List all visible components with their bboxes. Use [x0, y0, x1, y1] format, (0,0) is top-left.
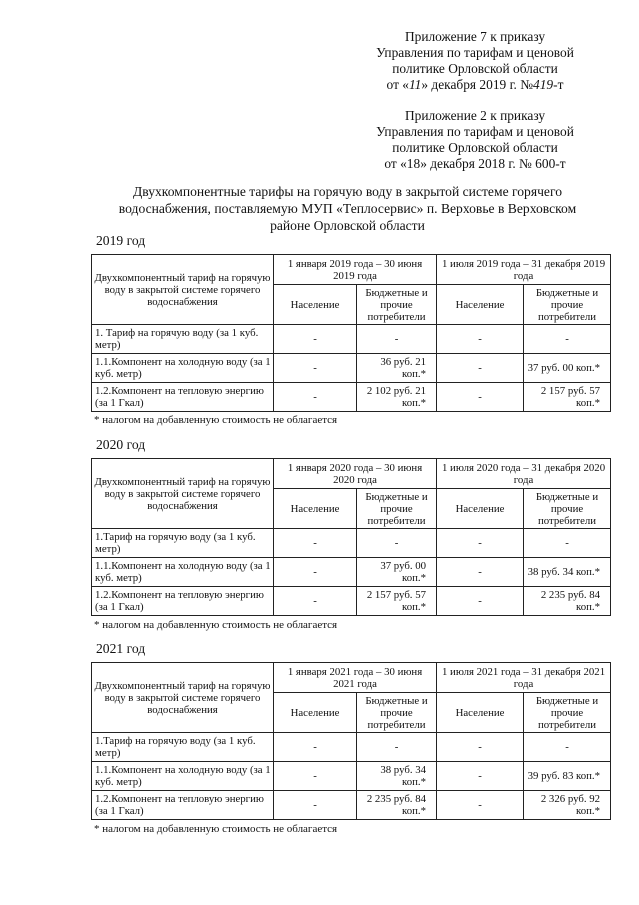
table-row: [92, 529, 611, 558]
appendix-original-line2: Управления по тарифам и ценовой: [376, 124, 574, 139]
cell-p2-population: -: [437, 325, 524, 354]
cell-p1-population: -: [274, 587, 357, 616]
cell-p2-population: -: [437, 558, 524, 587]
appendix-original-line1: Приложение 2 к приказу: [404, 108, 546, 123]
row-label: 1.Тариф на горячую воду (за 1 куб. метр): [92, 733, 274, 762]
tariff-table: [91, 662, 611, 820]
col-population: Население: [437, 489, 524, 529]
header-label: Двухкомпонентный тариф на горячую воду в закрытой системе горячего водоснабжения: [92, 663, 274, 733]
appendix-current-line4: от «11» декабря 2019 г. №419-т: [386, 77, 564, 92]
cell-p1-population: -: [274, 354, 357, 383]
row-label: 1.2.Компонент на тепловую энергию (за 1 Гкал): [92, 383, 274, 412]
cell-p1-budget: 2 235 руб. 84 коп.*: [357, 791, 437, 820]
cell-p2-population: -: [437, 383, 524, 412]
handwritten-number: 419: [533, 77, 554, 92]
document-title: [80, 183, 615, 234]
col-population: Население: [274, 489, 357, 529]
vat-footnote: * налогом на добавленную стоимость не облагается: [94, 823, 338, 835]
cell-p2-budget: 39 руб. 83 коп.*: [524, 762, 611, 791]
col-population: Население: [437, 285, 524, 325]
appendix-current: [355, 29, 595, 93]
cell-p1-budget: 38 руб. 34 коп.*: [357, 762, 437, 791]
col-budget: Бюджетные и прочие потребители: [524, 285, 611, 325]
cell-p1-population: -: [274, 791, 357, 820]
period-2-header: 1 июля 2021 года – 31 декабря 2021 года: [437, 663, 611, 693]
row-label: 1.1.Компонент на холодную воду (за 1 куб. метр): [92, 354, 274, 383]
cell-p1-budget: 2 157 руб. 57 коп.*: [357, 587, 437, 616]
appendix-original-line3: политике Орловской области: [392, 140, 558, 155]
row-label: 1.1.Компонент на холодную воду (за 1 куб. метр): [92, 762, 274, 791]
cell-p1-budget: -: [357, 529, 437, 558]
title-line3: районе Орловской области: [270, 218, 425, 233]
col-budget: Бюджетные и прочие потребители: [357, 489, 437, 529]
period-1-header: 1 января 2021 года – 30 июня 2021 года: [274, 663, 437, 693]
col-population: Население: [437, 693, 524, 733]
cell-p2-population: -: [437, 354, 524, 383]
cell-p2-budget: 2 157 руб. 57 коп.*: [524, 383, 611, 412]
cell-p2-population: -: [437, 529, 524, 558]
cell-p1-population: -: [274, 325, 357, 354]
table-row: [92, 587, 611, 616]
handwritten-day: 11: [408, 77, 422, 92]
row-label: 1.2.Компонент на тепловую энергию (за 1 Гкал): [92, 791, 274, 820]
cell-p2-budget: 38 руб. 34 коп.*: [524, 558, 611, 587]
cell-p1-budget: 37 руб. 00 коп.*: [357, 558, 437, 587]
table-row: [92, 354, 611, 383]
cell-p2-budget: -: [524, 325, 611, 354]
cell-p1-budget: -: [357, 325, 437, 354]
tariff-table: [91, 458, 611, 616]
col-budget: Бюджетные и прочие потребители: [357, 693, 437, 733]
title-line1: Двухкомпонентные тарифы на горячую воду в закрытой системе горячего: [132, 184, 562, 199]
col-population: Население: [274, 285, 357, 325]
cell-p2-budget: 2 235 руб. 84 коп.*: [524, 587, 611, 616]
year-heading: 2019 год: [96, 233, 146, 248]
table-row: [92, 558, 611, 587]
cell-p1-budget: -: [357, 733, 437, 762]
tariff-table: [91, 254, 611, 412]
year-heading: 2020 год: [96, 437, 146, 452]
header-label: Двухкомпонентный тариф на горячую воду в закрытой системе горячего водоснабжения: [92, 255, 274, 325]
col-budget: Бюджетные и прочие потребители: [524, 693, 611, 733]
row-label: 1.Тариф на горячую воду (за 1 куб. метр): [92, 529, 274, 558]
col-population: Население: [274, 693, 357, 733]
col-budget: Бюджетные и прочие потребители: [524, 489, 611, 529]
appendix-current-line1: Приложение 7 к приказу: [404, 29, 546, 44]
vat-footnote: * налогом на добавленную стоимость не облагается: [94, 619, 338, 631]
cell-p2-budget: -: [524, 529, 611, 558]
cell-p2-budget: 2 326 руб. 92 коп.*: [524, 791, 611, 820]
col-budget: Бюджетные и прочие потребители: [357, 285, 437, 325]
period-1-header: 1 января 2020 года – 30 июня 2020 года: [274, 459, 437, 489]
table-row: [92, 383, 611, 412]
cell-p2-budget: -: [524, 733, 611, 762]
cell-p1-budget: 2 102 руб. 21 коп.*: [357, 383, 437, 412]
table-row: [92, 762, 611, 791]
cell-p1-population: -: [274, 558, 357, 587]
row-label: 1.2.Компонент на тепловую энергию (за 1 Гкал): [92, 587, 274, 616]
appendix-current-line3: политике Орловской области: [392, 61, 558, 76]
table-row: [92, 325, 611, 354]
cell-p2-population: -: [437, 762, 524, 791]
row-label: 1.1.Компонент на холодную воду (за 1 куб. метр): [92, 558, 274, 587]
period-2-header: 1 июля 2020 года – 31 декабря 2020 года: [437, 459, 611, 489]
appendix-original: [355, 108, 595, 172]
cell-p1-population: -: [274, 762, 357, 791]
year-heading: 2021 год: [96, 641, 146, 656]
row-label: 1. Тариф на горячую воду (за 1 куб. метр): [92, 325, 274, 354]
cell-p1-population: -: [274, 733, 357, 762]
cell-p2-budget: 37 руб. 00 коп.*: [524, 354, 611, 383]
period-2-header: 1 июля 2019 года – 31 декабря 2019 года: [437, 255, 611, 285]
cell-p1-population: -: [274, 383, 357, 412]
vat-footnote: * налогом на добавленную стоимость не облагается: [94, 414, 338, 426]
title-line2: водоснабжения, поставляемую МУП «Теплосервис» п. Верховье в Верховском: [118, 201, 577, 216]
appendix-original-line4: от «18» декабря 2018 г. № 600-т: [384, 156, 566, 171]
cell-p2-population: -: [437, 733, 524, 762]
cell-p1-budget: 36 руб. 21 коп.*: [357, 354, 437, 383]
header-label: Двухкомпонентный тариф на горячую воду в закрытой системе горячего водоснабжения: [92, 459, 274, 529]
period-1-header: 1 января 2019 года – 30 июня 2019 года: [274, 255, 437, 285]
table-row: [92, 791, 611, 820]
cell-p2-population: -: [437, 791, 524, 820]
table-row: [92, 733, 611, 762]
cell-p2-population: -: [437, 587, 524, 616]
cell-p1-population: -: [274, 529, 357, 558]
appendix-current-line2: Управления по тарифам и ценовой: [376, 45, 574, 60]
